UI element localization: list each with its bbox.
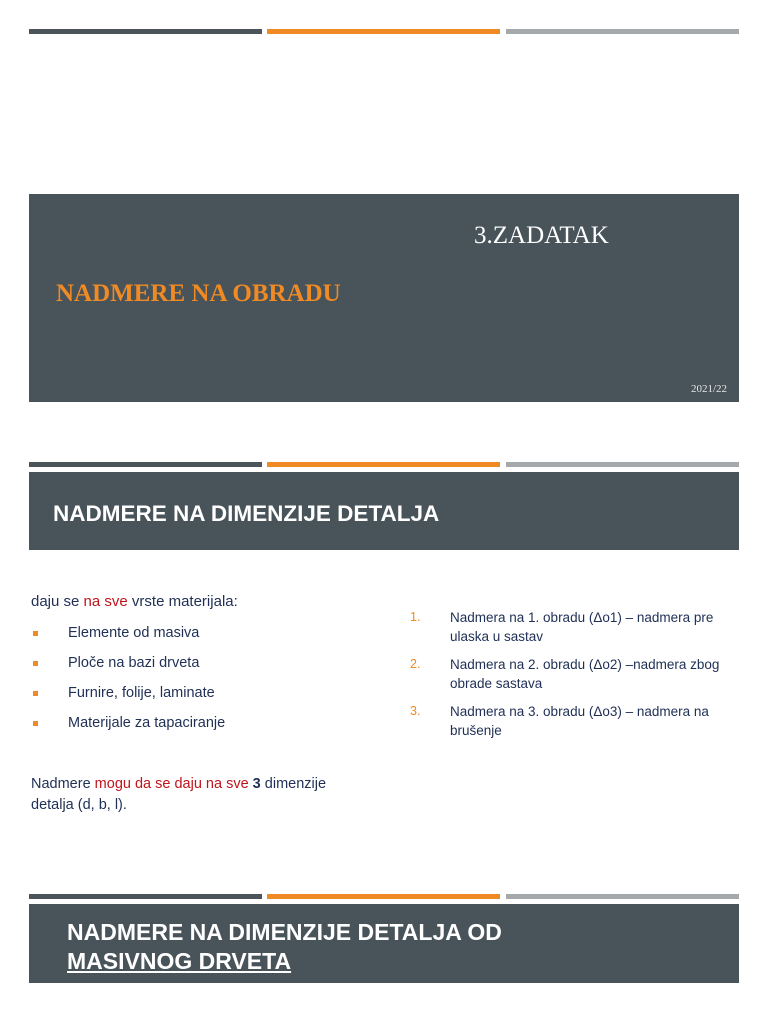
materials-list [31, 625, 225, 745]
bullet-icon [33, 661, 38, 666]
note-part: dimenzije detalja (d, b, l). [31, 776, 327, 813]
section-title-line-underlined: MASIVNOG DRVETA [67, 948, 292, 974]
item-number: 2. [410, 657, 421, 671]
slide-title: NADMERE NA OBRADU [56, 280, 341, 307]
section-title: NADMERE NA DIMENZIJE DETALJA [53, 501, 440, 526]
year-label: 2021/22 [690, 383, 727, 395]
list-item-label: Elemente od masiva [68, 625, 200, 641]
bullet-icon [33, 691, 38, 696]
intro-highlight: na sve [83, 593, 128, 610]
note-number: 3 [252, 776, 261, 792]
decor-bar-dark [29, 462, 262, 467]
item-text: Nadmera na 1. obradu (Δo1) – nadmera pre ulaska u sastav [450, 610, 714, 644]
section-title [67, 918, 502, 976]
note-text [31, 774, 361, 816]
section-title-line: NADMERE NA DIMENZIJE DETALJA OD [67, 919, 502, 945]
list-item-label: Furnire, folije, laminate [68, 685, 215, 701]
numbered-item [410, 655, 745, 695]
numbered-item [410, 608, 745, 648]
decor-bar-orange [267, 29, 500, 34]
list-item-label: Materijale za tapaciranje [68, 715, 226, 731]
note-part: Nadmere [31, 776, 95, 792]
decor-bar-grey [506, 462, 739, 467]
intro-part: daju se [31, 593, 84, 610]
slide-subtitle: 3.ZADATAK [474, 222, 609, 249]
list-item [31, 625, 225, 655]
decor-bar-grey [506, 894, 739, 899]
decor-bar-dark [29, 29, 262, 34]
item-number: 1. [410, 610, 421, 624]
decor-bar-grey [506, 29, 739, 34]
list-item [31, 655, 225, 685]
decor-bar-orange [267, 894, 500, 899]
section-banner [29, 904, 739, 983]
bullet-icon [33, 721, 38, 726]
intro-text [31, 593, 238, 610]
decor-bar-orange [267, 462, 500, 467]
numbered-item [410, 702, 745, 742]
list-item-label: Ploče na bazi drveta [68, 655, 200, 671]
item-number: 3. [410, 704, 421, 718]
item-text: Nadmera na 3. obradu (Δo3) – nadmera na brušenje [450, 704, 709, 738]
item-text: Nadmera na 2. obradu (Δo2) –nadmera zbog obrade sastava [450, 657, 720, 691]
section-banner [29, 472, 739, 550]
bullet-icon [33, 631, 38, 636]
list-item [31, 685, 225, 715]
list-item [31, 715, 225, 745]
title-banner [29, 194, 739, 402]
intro-part: vrste materijala: [127, 593, 238, 610]
note-highlight: mogu da se daju na sve [94, 776, 253, 792]
decor-bar-dark [29, 894, 262, 899]
